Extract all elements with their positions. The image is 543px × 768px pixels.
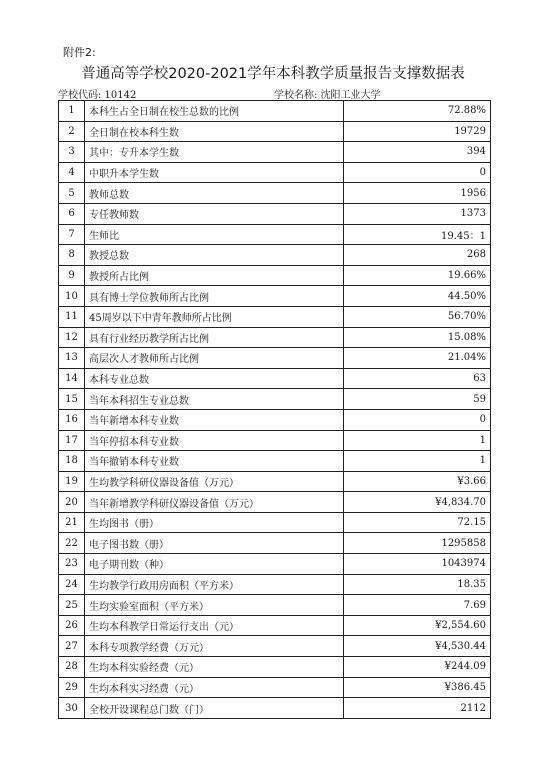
table-row	[59, 554, 491, 575]
table-row	[59, 389, 491, 410]
row-value: 268	[344, 245, 491, 266]
row-item: 生均教学科研仪器设备值（万元）	[85, 471, 344, 492]
row-item: 生均本科教学日常运行支出（元）	[85, 615, 344, 636]
row-item: 电子期刊数（种）	[85, 554, 344, 575]
row-item: 专任教师数	[85, 203, 344, 224]
row-number: 30	[59, 698, 85, 719]
row-number: 7	[59, 224, 85, 245]
row-number: 4	[59, 162, 85, 183]
row-item: 本科专项教学经费（万元）	[85, 636, 344, 657]
row-number: 9	[59, 265, 85, 286]
row-number: 8	[59, 245, 85, 266]
row-item: 当年撤销本科专业数	[85, 451, 344, 472]
table-row	[59, 677, 491, 698]
row-number: 21	[59, 512, 85, 533]
row-number: 23	[59, 554, 85, 575]
row-number: 20	[59, 492, 85, 513]
row-item: 具有行业经历教学所占比例	[85, 327, 344, 348]
row-value: 18.35	[344, 574, 491, 595]
row-number: 11	[59, 306, 85, 327]
row-value: ¥2,554.60	[344, 615, 491, 636]
table-row	[59, 595, 491, 616]
table-row	[59, 245, 491, 266]
row-number: 18	[59, 451, 85, 472]
row-number: 28	[59, 657, 85, 678]
row-number: 17	[59, 430, 85, 451]
row-number: 1	[59, 101, 85, 122]
row-number: 10	[59, 286, 85, 307]
table-row	[59, 512, 491, 533]
table-row	[59, 224, 491, 245]
table-row	[59, 533, 491, 554]
row-value: 2112	[344, 698, 491, 719]
row-value: ¥4,834.70	[344, 492, 491, 513]
row-item: 生均教学行政用房面积（平方米）	[85, 574, 344, 595]
table-body	[59, 101, 491, 719]
row-value: 19729	[344, 121, 491, 142]
row-number: 26	[59, 615, 85, 636]
table-row	[59, 142, 491, 163]
table-row	[59, 492, 491, 513]
row-value: ¥3.66	[344, 471, 491, 492]
table-row	[59, 451, 491, 472]
row-item: 生均本科实习经费（元）	[85, 677, 344, 698]
row-value: 19.66%	[344, 265, 491, 286]
row-number: 6	[59, 203, 85, 224]
row-value: 7.69	[344, 595, 491, 616]
row-number: 25	[59, 595, 85, 616]
row-item: 其中：专升本学生数	[85, 142, 344, 163]
row-number: 3	[59, 142, 85, 163]
row-number: 19	[59, 471, 85, 492]
row-item: 生师比	[85, 224, 344, 245]
row-value: 394	[344, 142, 491, 163]
table-row	[59, 430, 491, 451]
row-item: 本科专业总数	[85, 368, 344, 389]
row-item: 教师总数	[85, 183, 344, 204]
row-value: ¥386.45	[344, 677, 491, 698]
row-item: 生均本科实验经费（元）	[85, 657, 344, 678]
row-item: 具有博士学位教师所占比例	[85, 286, 344, 307]
school-code: 学校代码: 10142	[58, 90, 137, 101]
row-value: 1373	[344, 203, 491, 224]
row-value: 1	[344, 430, 491, 451]
table-row	[59, 327, 491, 348]
table-row	[59, 183, 491, 204]
school-name: 学校名称: 沈阳工业大学	[274, 90, 381, 101]
row-value: 0	[344, 409, 491, 430]
row-value: 72.88%	[344, 101, 491, 122]
row-item: 全校开设课程总门数（门）	[85, 698, 344, 719]
row-item: 全日制在校本科生数	[85, 121, 344, 142]
row-value: 21.04%	[344, 348, 491, 369]
table-row	[59, 409, 491, 430]
row-value: 72.15	[344, 512, 491, 533]
table-row	[59, 348, 491, 369]
page-title: 普通高等学校2020-2021学年本科教学质量报告支撑数据表	[81, 66, 465, 82]
row-value: 44.50%	[344, 286, 491, 307]
row-item: 45周岁以下中青年教师所占比例	[85, 306, 344, 327]
row-item: 当年本科招生专业总数	[85, 389, 344, 410]
table-row	[59, 636, 491, 657]
table-row	[59, 203, 491, 224]
row-value: 63	[344, 368, 491, 389]
row-number: 16	[59, 409, 85, 430]
row-item: 当年新增本科专业数	[85, 409, 344, 430]
row-item: 生均图书（册）	[85, 512, 344, 533]
row-number: 27	[59, 636, 85, 657]
row-number: 2	[59, 121, 85, 142]
row-value: 19.45：1	[344, 224, 491, 245]
row-value: ¥4,530.44	[344, 636, 491, 657]
row-item: 当年停招本科专业数	[85, 430, 344, 451]
row-value: 1295858	[344, 533, 491, 554]
row-value: 0	[344, 162, 491, 183]
table-row	[59, 698, 491, 719]
table-row	[59, 162, 491, 183]
table-row	[59, 101, 491, 122]
row-item: 中职升本学生数	[85, 162, 344, 183]
table-row	[59, 286, 491, 307]
row-value: ¥244.09	[344, 657, 491, 678]
row-number: 13	[59, 348, 85, 369]
row-item: 教授所占比例	[85, 265, 344, 286]
row-item: 电子图书数（册）	[85, 533, 344, 554]
row-item: 当年新增教学科研仪器设备值（万元）	[85, 492, 344, 513]
attachment-label: 附件2:	[63, 46, 96, 59]
row-value: 1	[344, 451, 491, 472]
table-row	[59, 306, 491, 327]
table-row	[59, 368, 491, 389]
row-item: 生均实验室面积（平方米）	[85, 595, 344, 616]
row-value: 56.70%	[344, 306, 491, 327]
row-number: 12	[59, 327, 85, 348]
row-value: 1956	[344, 183, 491, 204]
table-row	[59, 657, 491, 678]
row-number: 24	[59, 574, 85, 595]
table-row	[59, 574, 491, 595]
row-value: 1043974	[344, 554, 491, 575]
row-item: 本科生占全日制在校生总数的比例	[85, 101, 344, 122]
row-number: 15	[59, 389, 85, 410]
row-value: 15.08%	[344, 327, 491, 348]
table-row	[59, 615, 491, 636]
table-row	[59, 471, 491, 492]
row-item: 教授总数	[85, 245, 344, 266]
row-number: 29	[59, 677, 85, 698]
statistics-table	[58, 100, 491, 719]
row-number: 22	[59, 533, 85, 554]
row-value: 59	[344, 389, 491, 410]
table-row	[59, 121, 491, 142]
table-row	[59, 265, 491, 286]
row-number: 5	[59, 183, 85, 204]
row-item: 高层次人才教师所占比例	[85, 348, 344, 369]
row-number: 14	[59, 368, 85, 389]
